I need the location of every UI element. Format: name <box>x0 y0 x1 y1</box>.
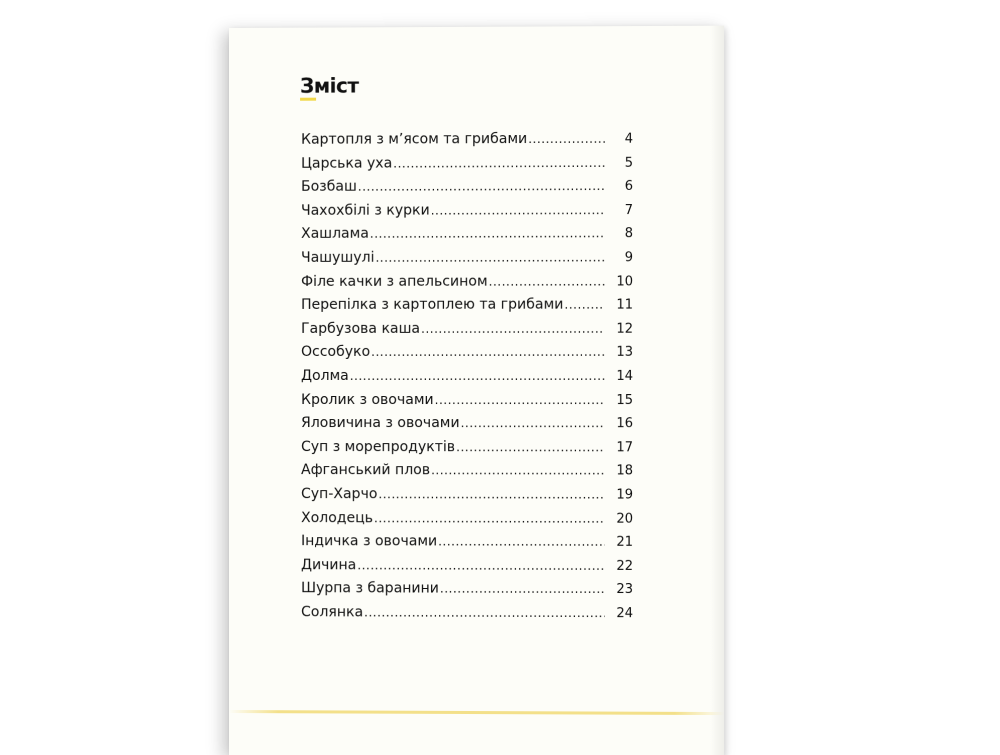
toc-entry-page: 8 <box>624 226 634 242</box>
toc-leader-dots <box>364 605 605 620</box>
toc-entry-title: Солянка <box>301 604 364 621</box>
toc-entry-page: 12 <box>616 321 634 337</box>
toc-entry-page: 19 <box>616 487 634 503</box>
toc-entry <box>301 439 633 463</box>
toc-entry-page: 17 <box>616 439 634 456</box>
toc-entry <box>301 154 633 179</box>
toc-entry <box>301 368 633 392</box>
toc-entry <box>301 297 633 321</box>
title-accent-underline <box>300 98 316 101</box>
toc-entry-page: 10 <box>616 273 634 290</box>
toc-entry-page: 13 <box>616 345 634 361</box>
table-of-contents <box>301 131 633 629</box>
book-page <box>229 26 724 755</box>
toc-entry <box>301 533 633 557</box>
toc-leader-dots <box>435 393 605 407</box>
toc-entry <box>301 486 633 510</box>
toc-entry-page: 9 <box>624 250 634 266</box>
toc-leader-dots <box>378 487 604 501</box>
toc-leader-dots <box>421 321 605 335</box>
toc-entry <box>301 131 633 156</box>
toc-entry <box>301 604 633 629</box>
toc-entry-page: 15 <box>616 392 634 408</box>
toc-entry-title: Перепілка з картоплею та грибами <box>301 296 564 314</box>
toc-leader-dots <box>370 227 605 242</box>
toc-entry-title: Індичка з овочами <box>301 533 438 550</box>
toc-entry-page: 23 <box>616 582 634 598</box>
toc-leader-dots <box>350 369 605 383</box>
toc-entry-page: 11 <box>616 297 634 313</box>
toc-leader-dots <box>489 274 605 288</box>
toc-entry-title: Холодець <box>301 509 373 526</box>
toc-entry <box>301 462 633 486</box>
toc-entry-title: Чашушулі <box>301 249 375 266</box>
toc-leader-dots <box>358 179 605 194</box>
toc-entry <box>301 510 633 534</box>
toc-entry-title: Яловичина з овочами <box>301 415 460 432</box>
toc-leader-dots <box>431 464 605 478</box>
toc-entry-page: 4 <box>624 131 634 147</box>
toc-entry-title: Суп з морепродуктів <box>301 438 456 455</box>
toc-entry-title: Царська уха <box>301 155 393 172</box>
toc-leader-dots <box>438 534 605 548</box>
toc-entry-page: 7 <box>624 202 634 218</box>
toc-entry-title: Шурпа з баранини <box>301 580 439 597</box>
toc-leader-dots <box>371 345 605 359</box>
toc-entry-title: Бозбаш <box>301 178 357 196</box>
toc-entry <box>301 249 633 273</box>
toc-leader-dots <box>461 416 605 430</box>
toc-entry-title: Картопля з м’ясом та грибами <box>301 130 528 148</box>
toc-entry-title: Оссобуко <box>301 344 371 361</box>
toc-leader-dots <box>357 558 604 573</box>
toc-entry <box>301 392 633 416</box>
toc-leader-dots <box>393 155 605 170</box>
toc-leader-dots <box>456 440 605 454</box>
toc-entry <box>301 226 633 250</box>
toc-entry-title: Філе качки з апельсином <box>301 273 488 290</box>
toc-entry <box>301 273 633 297</box>
toc-entry-page: 22 <box>616 558 634 574</box>
toc-entry-title: Гарбузова каша <box>301 320 421 337</box>
toc-entry-page: 20 <box>616 511 634 527</box>
toc-entry-title: Кролик з овочами <box>301 391 434 408</box>
toc-entry-title: Долма <box>301 367 349 384</box>
toc-entry-page: 18 <box>616 463 634 479</box>
toc-leader-dots <box>440 582 605 596</box>
footer-accent-rule <box>229 710 724 715</box>
page-title: Зміст <box>300 73 359 98</box>
toc-entry <box>301 202 633 226</box>
toc-entry <box>301 344 633 368</box>
toc-entry-page: 21 <box>616 534 634 550</box>
toc-entry-page: 6 <box>624 179 634 195</box>
toc-entry-title: Суп-Харчо <box>301 485 378 503</box>
toc-entry-page: 16 <box>616 416 634 432</box>
toc-entry-title: Хашлама <box>301 226 369 243</box>
toc-entry-page: 24 <box>616 605 634 622</box>
toc-entry-title: Афганський плов <box>301 462 431 479</box>
toc-leader-dots <box>374 511 605 525</box>
toc-entry <box>301 557 633 581</box>
toc-entry-page: 5 <box>624 155 634 171</box>
toc-leader-dots <box>528 132 605 146</box>
toc-leader-dots <box>564 298 604 312</box>
toc-entry-title: Чахохбілі з курки <box>301 202 430 219</box>
toc-entry <box>301 320 633 344</box>
page-edge-shading <box>710 26 724 755</box>
toc-entry <box>301 580 633 605</box>
toc-entry <box>301 415 633 439</box>
toc-entry-title: Дичина <box>301 556 357 573</box>
toc-leader-dots <box>375 250 604 264</box>
toc-entry <box>301 178 633 203</box>
toc-entry-page: 14 <box>616 368 634 384</box>
toc-leader-dots <box>431 203 605 217</box>
